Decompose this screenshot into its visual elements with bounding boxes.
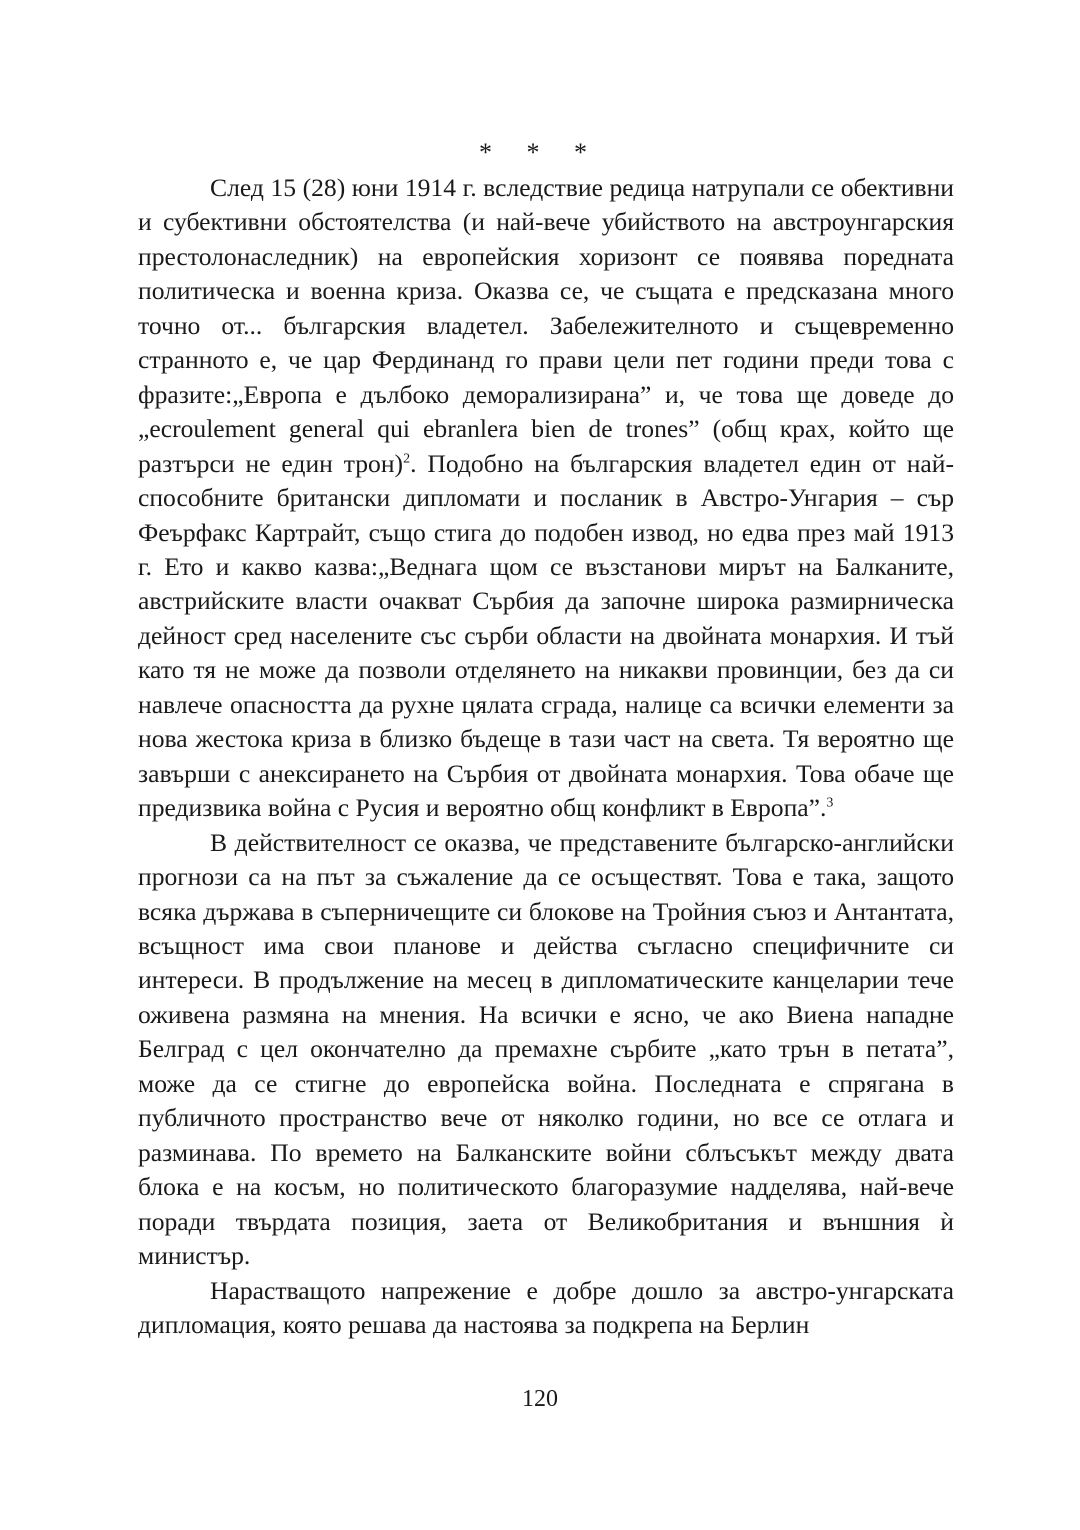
paragraph-1 — [138, 171, 954, 826]
body-text — [138, 171, 954, 1342]
paragraph-text: Нарастващото напрежение е добре дошло за австро-унгарската дипломация, която решава да настоява за подкрепа на Берлин — [138, 1275, 954, 1339]
paragraph-2 — [138, 826, 954, 1274]
paragraph-text: В действителност се оказва, че представените българско-английски прогнози са на път за съжаление да се осъществят. Това е така, защото всяка държава в съперничещите си блокове на Тройния съюз и Антантата, всъщност има свои планове и действа съгласно специфичните си интереси. В продължение на месец в дипломатическите канцеларии тече оживена размяна на мнения. На всички е ясно, че ако Виена нападне Белград с цел окончателно да премахне сърбите „като трън в петата”, може да се стигне до европейска война. Последната е спрягана в публичното пространство вече от няколко години, но все се отлага и разминава. По времето на Балканските войни сблъсъкът между двата блока е на косъм, но политическото благоразумие надделява, най-вече поради твърдата позиция, заета от Великобритания и външния ѝ министър. — [138, 827, 954, 1271]
paragraph-3 — [138, 1274, 954, 1343]
paragraph-text: . Подобно на българския владетел един от най-способните британски дипломати и посланик в Австро-Унгария – сър Феърфакс Картрайт, също стига до подобен извод, но едва през май 1913 г. Ето и какво казва:„Веднага щом се възстанови мирът на Балканите, австрийските власти очакват Сърбия да започне широка размирническа дейност сред населените със сърби области на двойната монархия. И тъй като тя не може да позволи отделянето на никакви провинции, без да си навлече опасността да рухне цялата сграда, налице са всички елементи за нова жестока криза в близко бъдеще в тази част на света. Тя вероятно ще завърши с анексирането на Сърбия от двойната монархия. Това обаче ще предизвика война с Русия и вероятно общ конфликт в Европа”. — [138, 448, 954, 823]
paragraph-text: След 15 (28) юни 1914 г. вследствие редица натрупали се обективни и субективни обстоятелства (и най-вече убийството на австроунгарския престолонаследник) на европейския хоризонт се появява поредната политическа и военна криза. Оказва се, че същата е предсказана много точно от... българския владетел. Забележителното и същевременно странното е, че цар Фердинанд го прави цели пет години преди това с фразите:„Европа е дълбоко деморализирана” и, че това ще доведе до „ecroulement general qui ebranlera bien de trones” (общ крах, който ще разтърси не един трон) — [138, 173, 954, 478]
footnote-ref-2: 2 — [403, 451, 411, 467]
section-separator: * * * — [479, 138, 601, 167]
footnote-ref-3: 3 — [826, 795, 834, 811]
page-number: 120 — [522, 1386, 558, 1412]
